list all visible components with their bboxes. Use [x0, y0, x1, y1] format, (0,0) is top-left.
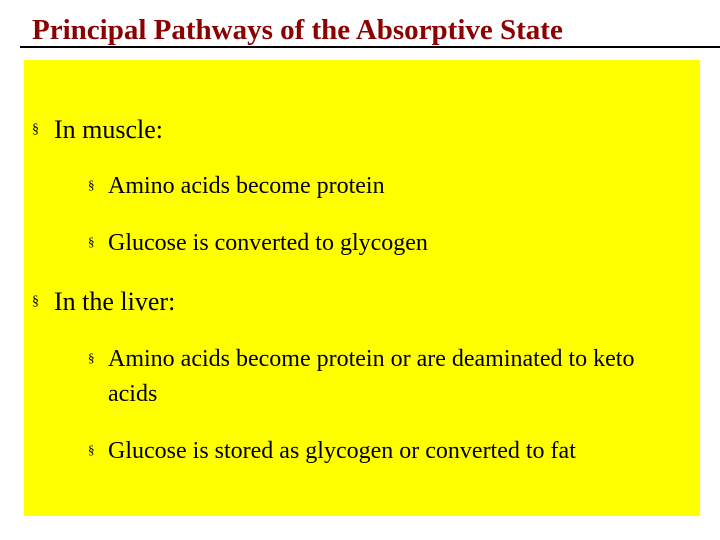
bullet-icon: §: [88, 442, 95, 457]
section-heading-text: In the liver:: [54, 287, 176, 316]
bullet-icon: §: [88, 177, 95, 192]
slide-title: Principal Pathways of the Absorptive State: [32, 14, 563, 46]
bullet-icon: §: [32, 294, 39, 309]
list-item-liver-1: [88, 342, 678, 412]
bullet-icon: §: [88, 350, 95, 365]
bullet-icon: §: [88, 234, 95, 249]
list-item-text: Glucose is converted to glycogen: [108, 230, 428, 256]
list-item-liver-2: [88, 434, 678, 469]
title-underline: [20, 46, 720, 48]
list-item-muscle-1: [88, 169, 678, 204]
content-panel: [24, 60, 700, 516]
list-item-text: Amino acids become protein or are deaminated to keto acids: [108, 346, 635, 407]
section-heading-liver: [32, 284, 175, 320]
section-heading-text: In muscle:: [54, 115, 164, 144]
section-heading-muscle: [32, 112, 163, 148]
list-item-text: Amino acids become protein: [108, 173, 385, 199]
list-item-muscle-2: [88, 226, 678, 261]
list-item-text: Glucose is stored as glycogen or converted to fat: [108, 438, 576, 464]
bullet-icon: §: [32, 122, 39, 137]
